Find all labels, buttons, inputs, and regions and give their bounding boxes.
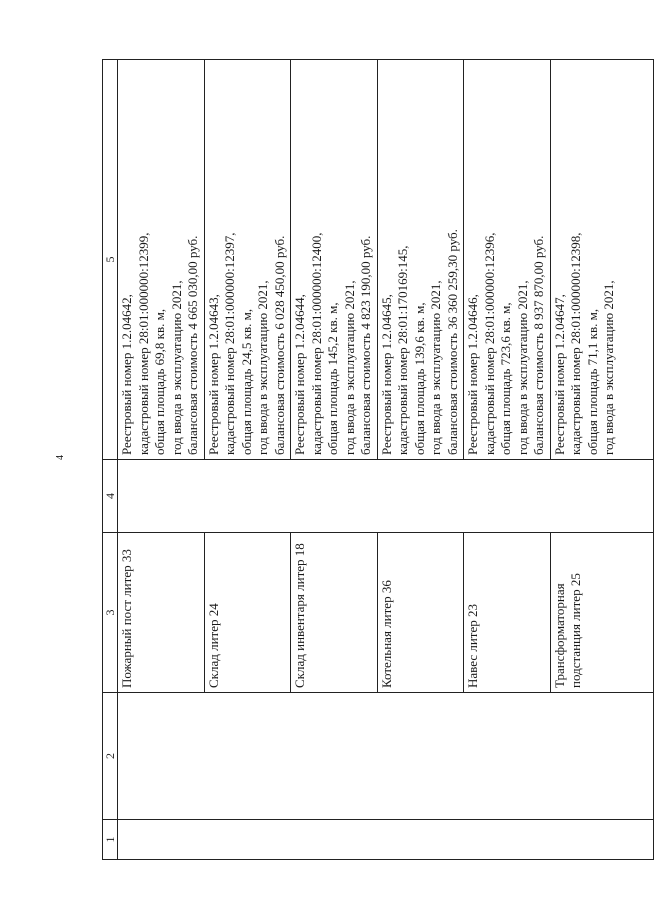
object-name-cell: Склад инвентаря литер 18 (291, 533, 378, 693)
detail-line: балансовая стоимость 8 937 870,00 руб. (531, 235, 546, 455)
col1-cell (118, 820, 654, 860)
object-details-cell (464, 60, 551, 460)
column-number-row (103, 60, 118, 860)
detail-line: Реестровый номер 1.2.04644, (292, 294, 307, 455)
detail-line: Реестровый номер 1.2.04643, (205, 294, 221, 455)
object-name-cell: Склад литер 24 (204, 533, 291, 693)
detail-line: Реестровый номер 1.2.04646, (465, 294, 480, 455)
detail-line: год ввода в эксплуатацию 2021, (255, 280, 270, 455)
detail-line: кадастровый номер 28:01:000000:12397, (222, 232, 237, 455)
detail-line: балансовая стоимость 6 028 450,00 руб. (271, 235, 287, 455)
object-name-cell: Котельная литер 36 (377, 533, 464, 693)
object-details-cell (204, 60, 291, 460)
column-header: 5 (103, 60, 118, 460)
column-header: 4 (103, 460, 118, 533)
detail-line: кадастровый номер 28:01:000000:12400, (308, 232, 324, 455)
detail-line: год ввода в эксплуатацию 2021, (428, 280, 443, 455)
detail-line: кадастровый номер 28:01:170169:145, (395, 245, 410, 455)
detail-line: Реестровый номер 1.2.04645, (378, 294, 394, 455)
detail-line: кадастровый номер 28:01:000000:12398, (568, 232, 583, 455)
object-details-cell (291, 60, 378, 460)
detail-line: кадастровый номер 28:01:000000:12396, (481, 232, 497, 455)
detail-line: общая площадь 24,5 кв. м, (238, 308, 254, 455)
column-header: 3 (103, 533, 118, 693)
col2-cell (118, 693, 654, 820)
detail-line: год ввода в эксплуатацию 2021, (514, 280, 530, 455)
detail-line: общая площадь 71,1 кв. м, (584, 308, 600, 455)
object-name-cell: Пожарный пост литер 33 (118, 533, 205, 693)
object-details-cell (118, 60, 205, 460)
detail-line: год ввода в эксплуатацию 2021, (601, 280, 616, 455)
detail-line: балансовая стоимость 36 360 259,30 руб. (444, 229, 460, 455)
detail-line: Реестровый номер 1.2.04642, (119, 294, 134, 455)
detail-line: общая площадь 69,8 кв. м, (152, 308, 167, 455)
table-row (118, 60, 205, 860)
object-name-cell: Навес литер 23 (464, 533, 551, 693)
detail-line: Реестровый номер 1.2.04647, (551, 294, 567, 455)
col4-cell (118, 460, 654, 533)
detail-line: год ввода в эксплуатацию 2021, (341, 280, 357, 455)
column-header: 2 (103, 693, 118, 820)
detail-line: балансовая стоимость 4 665 030,00 руб. (185, 235, 200, 455)
property-table (102, 59, 654, 860)
object-details-cell (377, 60, 464, 460)
detail-line: балансовая стоимость 4 823 190,00 руб. (358, 235, 373, 455)
detail-line: кадастровый номер 28:01:000000:12399, (135, 232, 151, 455)
detail-line: год ввода в эксплуатацию 2021, (168, 280, 184, 455)
column-header: 1 (103, 820, 118, 860)
rotated-page-area (102, 60, 616, 860)
object-details-cell (550, 60, 653, 460)
detail-line: общая площадь 145,2 кв. м, (325, 302, 340, 455)
object-name-cell: Трансформаторная подстанция литер 25 (550, 533, 653, 693)
page-number: 4 (55, 455, 66, 460)
rotated-table-wrapper (102, 60, 616, 860)
detail-line: общая площадь 723,6 кв. м, (498, 302, 513, 455)
detail-line: общая площадь 139,6 кв. м, (411, 302, 427, 455)
